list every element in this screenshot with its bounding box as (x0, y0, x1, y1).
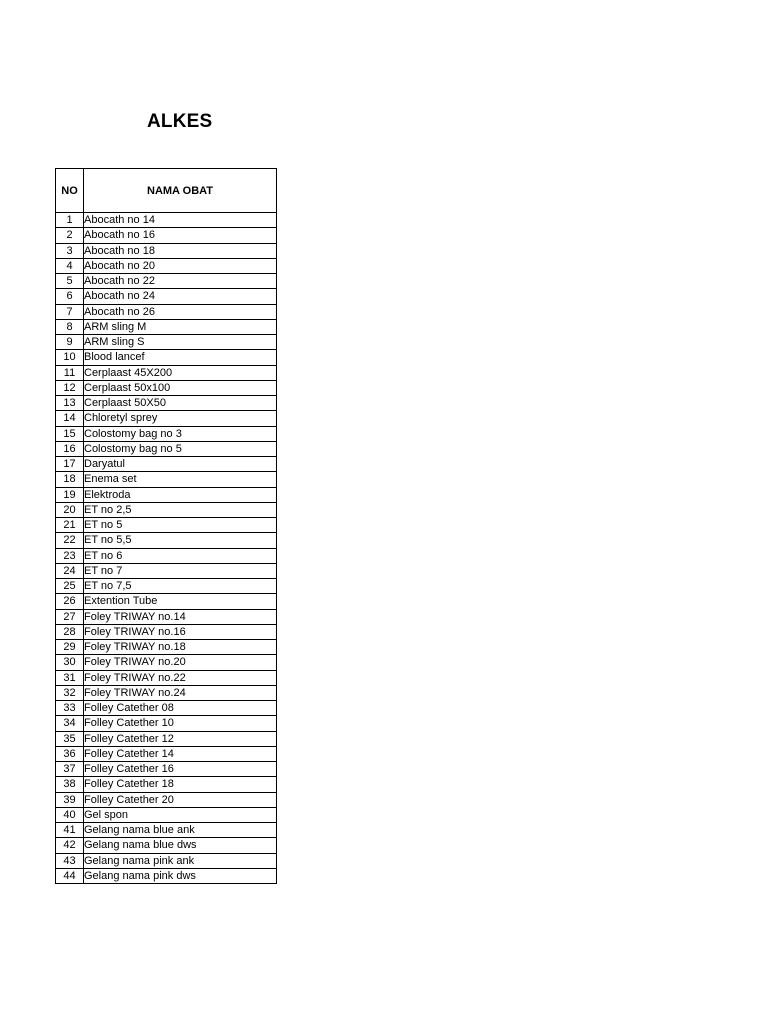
item-name: Daryatul (84, 457, 277, 472)
row-number: 13 (56, 396, 84, 411)
table-row (56, 258, 277, 273)
row-number: 39 (56, 792, 84, 807)
row-number: 18 (56, 472, 84, 487)
row-number: 30 (56, 655, 84, 670)
row-number: 40 (56, 807, 84, 822)
table-row (56, 685, 277, 700)
item-name: Abocath no 24 (84, 289, 277, 304)
row-number: 31 (56, 670, 84, 685)
item-name: Folley Catether 08 (84, 701, 277, 716)
table-row (56, 563, 277, 578)
row-number: 6 (56, 289, 84, 304)
row-number: 32 (56, 685, 84, 700)
item-name: Elektroda (84, 487, 277, 502)
table-row (56, 762, 277, 777)
row-number: 4 (56, 258, 84, 273)
item-name: Gelang nama blue dws (84, 838, 277, 853)
row-number: 41 (56, 823, 84, 838)
item-name: Abocath no 18 (84, 243, 277, 258)
table-row (56, 670, 277, 685)
item-name: Folley Catether 16 (84, 762, 277, 777)
table-row (56, 807, 277, 822)
column-header-no: NO (56, 169, 84, 213)
table-row (56, 304, 277, 319)
row-number: 16 (56, 441, 84, 456)
table-row (56, 350, 277, 365)
item-name: Foley TRIWAY no.18 (84, 640, 277, 655)
item-name: ARM sling S (84, 335, 277, 350)
table-row (56, 548, 277, 563)
table-row (56, 792, 277, 807)
item-name: Enema set (84, 472, 277, 487)
item-name: Abocath no 22 (84, 274, 277, 289)
table-row (56, 624, 277, 639)
table-row (56, 380, 277, 395)
row-number: 27 (56, 609, 84, 624)
item-name: Folley Catether 12 (84, 731, 277, 746)
table-row (56, 502, 277, 517)
table-row (56, 731, 277, 746)
row-number: 34 (56, 716, 84, 731)
column-header-nama-obat: NAMA OBAT (84, 169, 277, 213)
table-row (56, 274, 277, 289)
item-name: Blood lancef (84, 350, 277, 365)
item-name: Foley TRIWAY no.24 (84, 685, 277, 700)
item-name: Colostomy bag no 3 (84, 426, 277, 441)
row-number: 14 (56, 411, 84, 426)
table-row (56, 655, 277, 670)
row-number: 26 (56, 594, 84, 609)
row-number: 24 (56, 563, 84, 578)
row-number: 23 (56, 548, 84, 563)
row-number: 37 (56, 762, 84, 777)
row-number: 35 (56, 731, 84, 746)
row-number: 7 (56, 304, 84, 319)
item-name: Foley TRIWAY no.20 (84, 655, 277, 670)
row-number: 12 (56, 380, 84, 395)
item-name: Cerplaast 50x100 (84, 380, 277, 395)
item-name: Foley TRIWAY no.16 (84, 624, 277, 639)
row-number: 15 (56, 426, 84, 441)
item-name: Gelang nama pink dws (84, 868, 277, 883)
row-number: 17 (56, 457, 84, 472)
item-name: Gelang nama pink ank (84, 853, 277, 868)
item-name: ARM sling M (84, 319, 277, 334)
row-number: 19 (56, 487, 84, 502)
table-row (56, 289, 277, 304)
row-number: 44 (56, 868, 84, 883)
row-number: 42 (56, 838, 84, 853)
table-row (56, 594, 277, 609)
row-number: 28 (56, 624, 84, 639)
item-name: Folley Catether 14 (84, 746, 277, 761)
table-row (56, 533, 277, 548)
row-number: 11 (56, 365, 84, 380)
table-row (56, 441, 277, 456)
page-title: ALKES (147, 111, 213, 132)
item-name: Folley Catether 20 (84, 792, 277, 807)
table-row (56, 823, 277, 838)
row-number: 38 (56, 777, 84, 792)
table-row (56, 640, 277, 655)
row-number: 43 (56, 853, 84, 868)
table-row (56, 853, 277, 868)
table-row (56, 716, 277, 731)
item-name: ET no 5 (84, 518, 277, 533)
item-name: Abocath no 20 (84, 258, 277, 273)
row-number: 29 (56, 640, 84, 655)
table-row (56, 518, 277, 533)
item-name: Foley TRIWAY no.14 (84, 609, 277, 624)
row-number: 2 (56, 228, 84, 243)
table-row (56, 411, 277, 426)
table-row (56, 457, 277, 472)
row-number: 21 (56, 518, 84, 533)
item-name: Abocath no 26 (84, 304, 277, 319)
row-number: 33 (56, 701, 84, 716)
alkes-table (55, 168, 277, 884)
item-name: Folley Catether 10 (84, 716, 277, 731)
item-name: Cerplaast 50X50 (84, 396, 277, 411)
row-number: 1 (56, 213, 84, 228)
row-number: 20 (56, 502, 84, 517)
table-row (56, 426, 277, 441)
item-name: Folley Catether 18 (84, 777, 277, 792)
row-number: 8 (56, 319, 84, 334)
table-row (56, 365, 277, 380)
item-name: Foley TRIWAY no.22 (84, 670, 277, 685)
row-number: 5 (56, 274, 84, 289)
item-name: ET no 5,5 (84, 533, 277, 548)
table-header-row (56, 169, 277, 213)
table-row (56, 335, 277, 350)
item-name: ET no 7,5 (84, 579, 277, 594)
row-number: 10 (56, 350, 84, 365)
table-row (56, 746, 277, 761)
row-number: 9 (56, 335, 84, 350)
item-name: Colostomy bag no 5 (84, 441, 277, 456)
item-name: Chloretyl sprey (84, 411, 277, 426)
item-name: ET no 7 (84, 563, 277, 578)
table-row (56, 579, 277, 594)
table-row (56, 228, 277, 243)
row-number: 36 (56, 746, 84, 761)
row-number: 25 (56, 579, 84, 594)
item-name: Gel spon (84, 807, 277, 822)
table-row (56, 213, 277, 228)
table-row (56, 472, 277, 487)
item-name: Cerplaast 45X200 (84, 365, 277, 380)
table-row (56, 396, 277, 411)
table-row (56, 243, 277, 258)
table-row (56, 777, 277, 792)
table-body (56, 213, 277, 884)
item-name: Abocath no 14 (84, 213, 277, 228)
table-row (56, 868, 277, 883)
table-row (56, 838, 277, 853)
item-name: Abocath no 16 (84, 228, 277, 243)
row-number: 3 (56, 243, 84, 258)
table-row (56, 701, 277, 716)
item-name: ET no 2,5 (84, 502, 277, 517)
table-row (56, 609, 277, 624)
table-row (56, 319, 277, 334)
table-row (56, 487, 277, 502)
item-name: ET no 6 (84, 548, 277, 563)
row-number: 22 (56, 533, 84, 548)
item-name: Gelang nama blue ank (84, 823, 277, 838)
item-name: Extention Tube (84, 594, 277, 609)
